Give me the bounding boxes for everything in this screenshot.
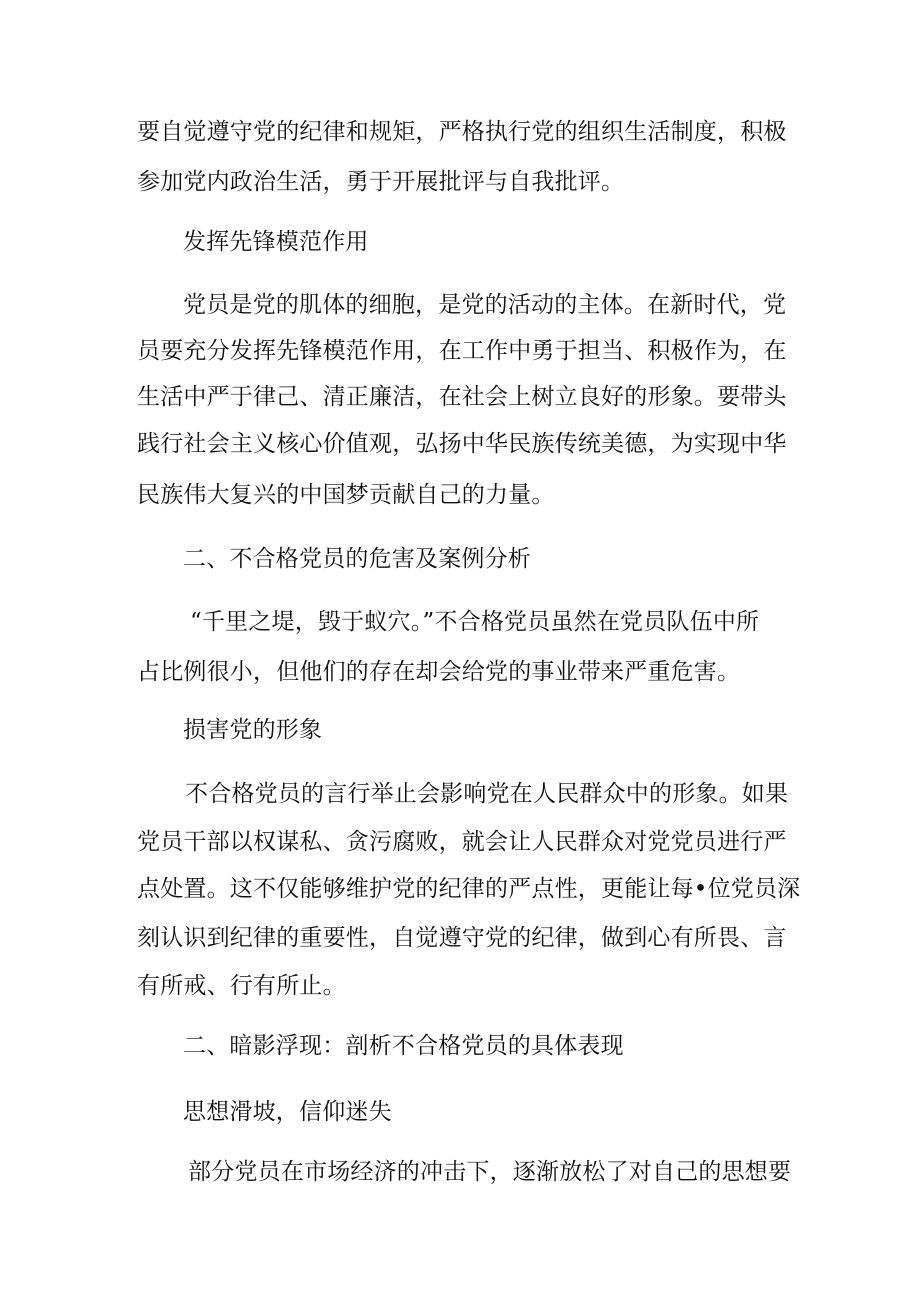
section-subheading: 发挥先锋模范作用 [183,229,369,255]
body-text-line: 践行社会主义核心价值观，弘扬中华民族传统美德，为实现中华 [137,431,787,457]
section-heading: 二、暗影浮现：剖析不合格党员的具体表现 [183,1033,624,1059]
body-text-line: 要自觉遵守党的纪律和规矩，严格执行党的组织生活制度，积极 [137,119,787,145]
body-text-line: 点处置。这不仅能够维护党的纪律的严点性，更能让每•位党员深 [137,876,801,902]
body-text-line: 刻认识到纪律的重要性，自觉遵守党的纪律，做到心有所畏、言 [137,925,787,951]
paragraph-first-line: “千里之堤，毁于蚁穴。”不合格党员虽然在党员队伍中所 [190,609,760,635]
paragraph-first-line: 部分党员在市场经济的冲击下，逐渐放松了对自己的思想要 [188,1159,792,1185]
body-text-line: 生活中严于律己、清正廉洁，在社会上树立良好的形象。要带头 [137,384,787,410]
body-text-line: 员要充分发挥先锋模范作用，在工作中勇于担当、积极作为，在 [137,338,787,364]
paragraph-first-line: 党员是党的肌体的细胞，是党的活动的主体。在新时代，党 [183,292,787,318]
body-text-line: 党员干部以权谋私、贪污腐败，就会让人民群众对党党员进行严 [137,829,787,855]
section-subheading: 思想滑坡，信仰迷失 [183,1099,392,1125]
body-text-line: 占比例很小，但他们的存在却会给党的事业带来严重危害。 [137,659,741,685]
body-text-line: 参加党内政治生活，勇于开展批评与自我批评。 [137,169,625,195]
section-heading: 二、不合格党员的危害及案例分析 [183,546,531,572]
section-subheading: 损害党的形象 [183,717,323,743]
paragraph-first-line: 不合格党员的言行举止会影响党在人民群众中的形象。如果 [185,781,789,807]
body-text-line: 有所戒、行有所止。 [137,973,346,999]
body-text-line: 民族伟大复兴的中国梦贡献自己的力量。 [137,482,555,508]
